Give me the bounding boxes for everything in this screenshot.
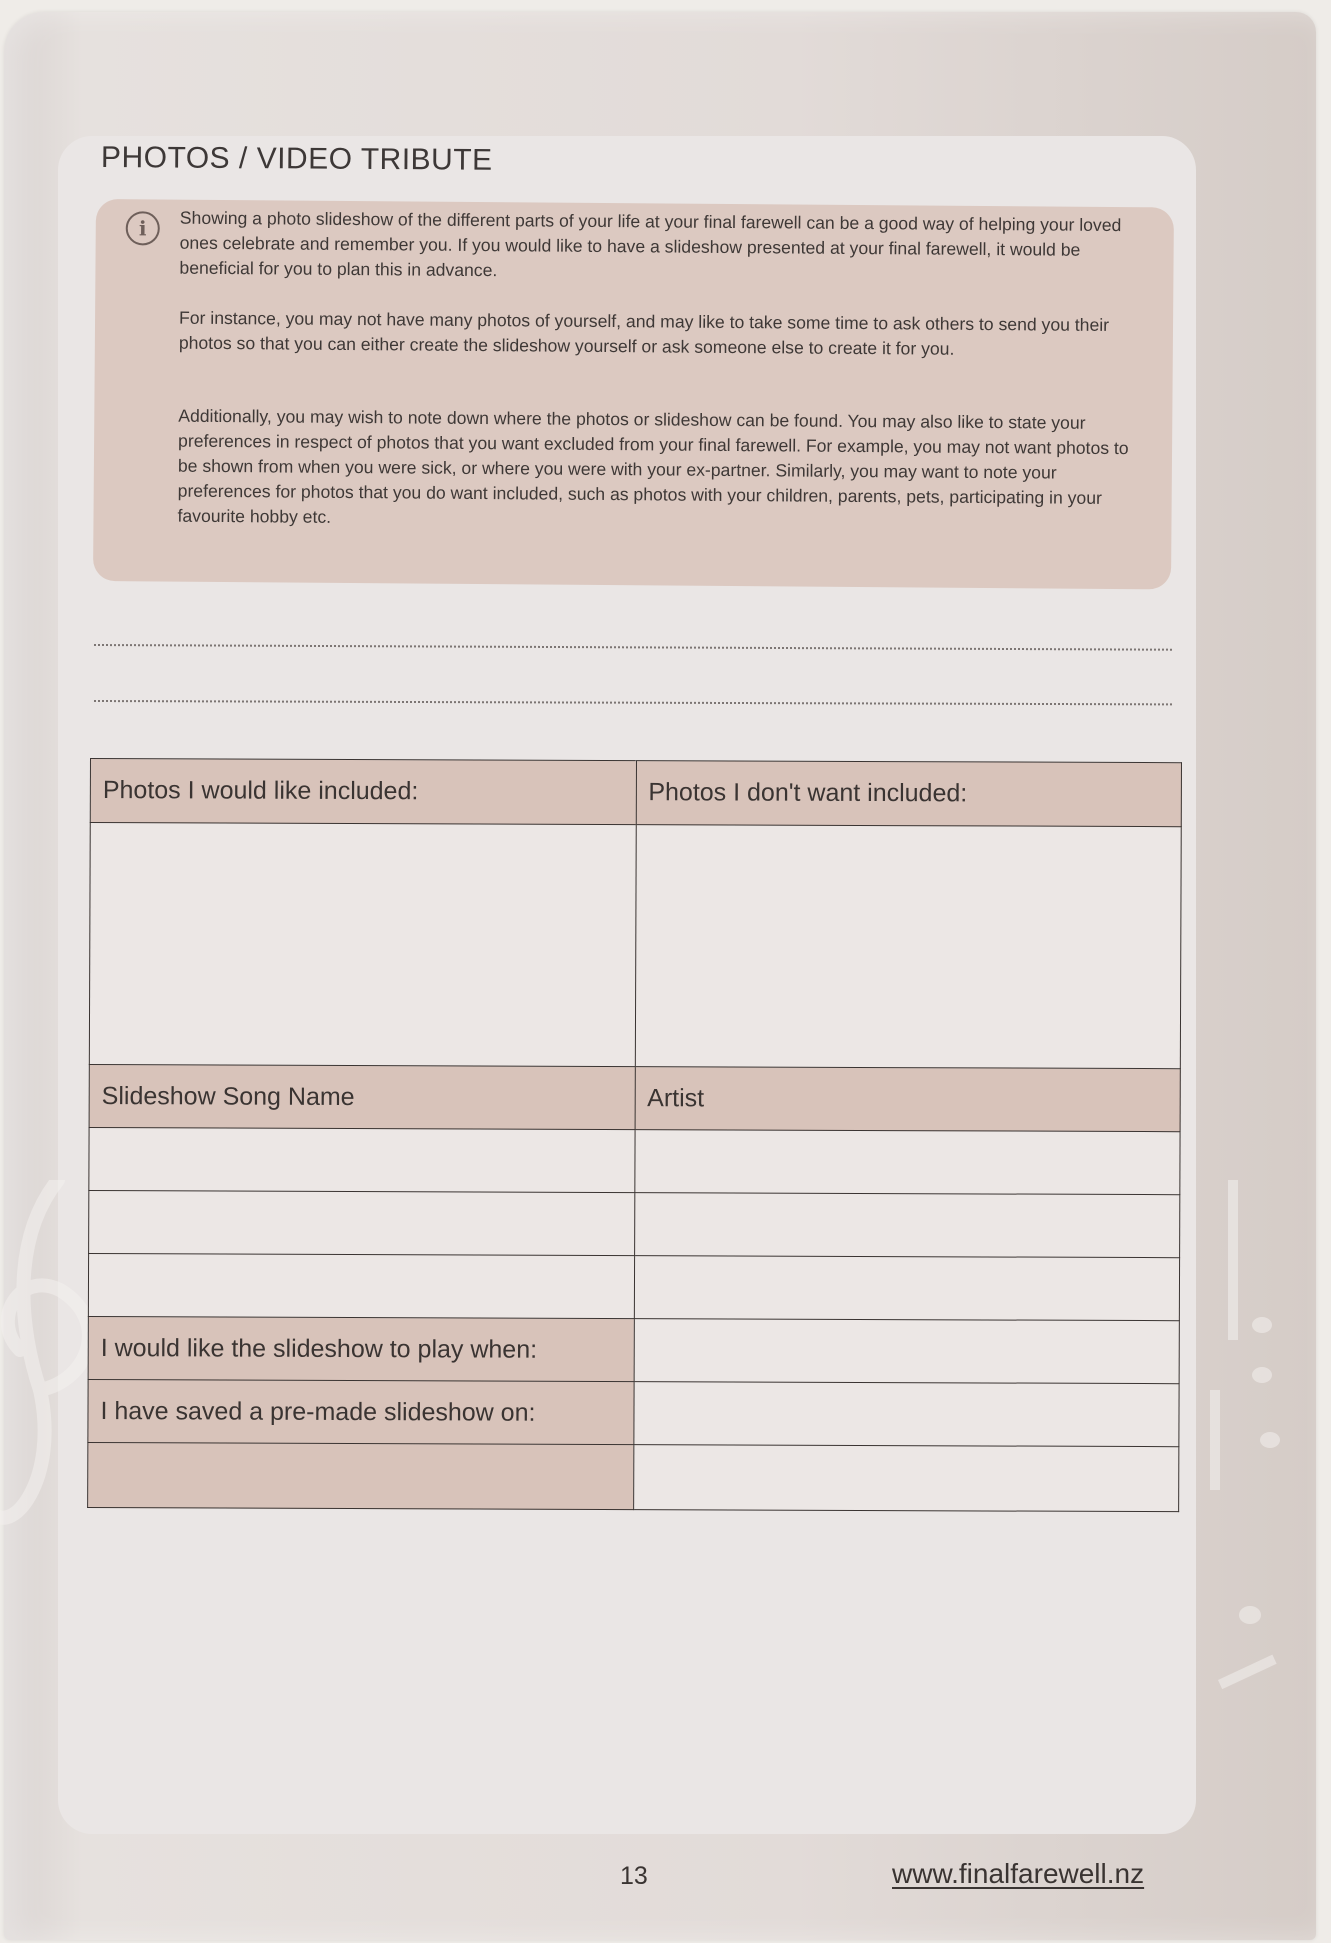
play-when-field[interactable]	[634, 1319, 1180, 1384]
play-when-label: I would like the slideshow to play when:	[88, 1316, 634, 1381]
artist-field-2[interactable]	[634, 1193, 1180, 1258]
info-paragraph-2: For instance, you may not have many photos of yourself, and may like to take some time to ask others to send you their photos so that you can either create the slideshow yourself or ask someone else to create it for you.	[178, 307, 1110, 359]
page-number: 13	[620, 1862, 648, 1890]
artist-header: Artist	[635, 1067, 1181, 1132]
song-name-field-2[interactable]	[89, 1190, 635, 1255]
photos-excluded-header: Photos I don't want included:	[636, 761, 1182, 827]
song-name-field-3[interactable]	[88, 1253, 634, 1318]
photos-included-field[interactable]	[89, 823, 635, 1067]
info-paragraph-3: Additionally, you may wish to note down where the photos or slideshow can be found. You may also like to state your preferences in respect of photos that you want excluded from your final farewell. For example, you may not want photos to be shown from when you were sick, or where you were with your ex-partner. Similarly, you may want to note your preferences for photos that you do want included, such as photos with your children, parents, pets, participating in your favourite hobby etc.	[177, 405, 1129, 527]
page-title: PHOTOS / VIDEO TRIBUTE	[100, 141, 493, 177]
saved-on-field[interactable]	[633, 1382, 1179, 1447]
artist-field-3[interactable]	[634, 1256, 1180, 1321]
info-paragraph-1: Showing a photo slideshow of the different parts of your life at your final farewell can be a good way of helping your loved ones celebrate and remember you. If you would like to have a slideshow presented at your final farewell, it would be beneficial for you to plan this in advance.	[179, 207, 1122, 281]
photos-excluded-field[interactable]	[635, 825, 1181, 1069]
artist-field-1[interactable]	[634, 1130, 1180, 1195]
slideshow-form	[87, 758, 1182, 1512]
extra-row-field[interactable]	[633, 1445, 1179, 1512]
saved-on-label: I have saved a pre-made slideshow on:	[88, 1379, 634, 1444]
extra-row-label	[88, 1442, 634, 1509]
info-callout	[93, 199, 1174, 589]
website-link[interactable]: www.finalfarewell.nz	[892, 1858, 1145, 1889]
photos-included-header: Photos I would like included:	[90, 759, 636, 825]
info-icon: i	[126, 211, 160, 245]
song-name-header: Slideshow Song Name	[89, 1064, 635, 1129]
song-name-field-1[interactable]	[89, 1127, 635, 1192]
